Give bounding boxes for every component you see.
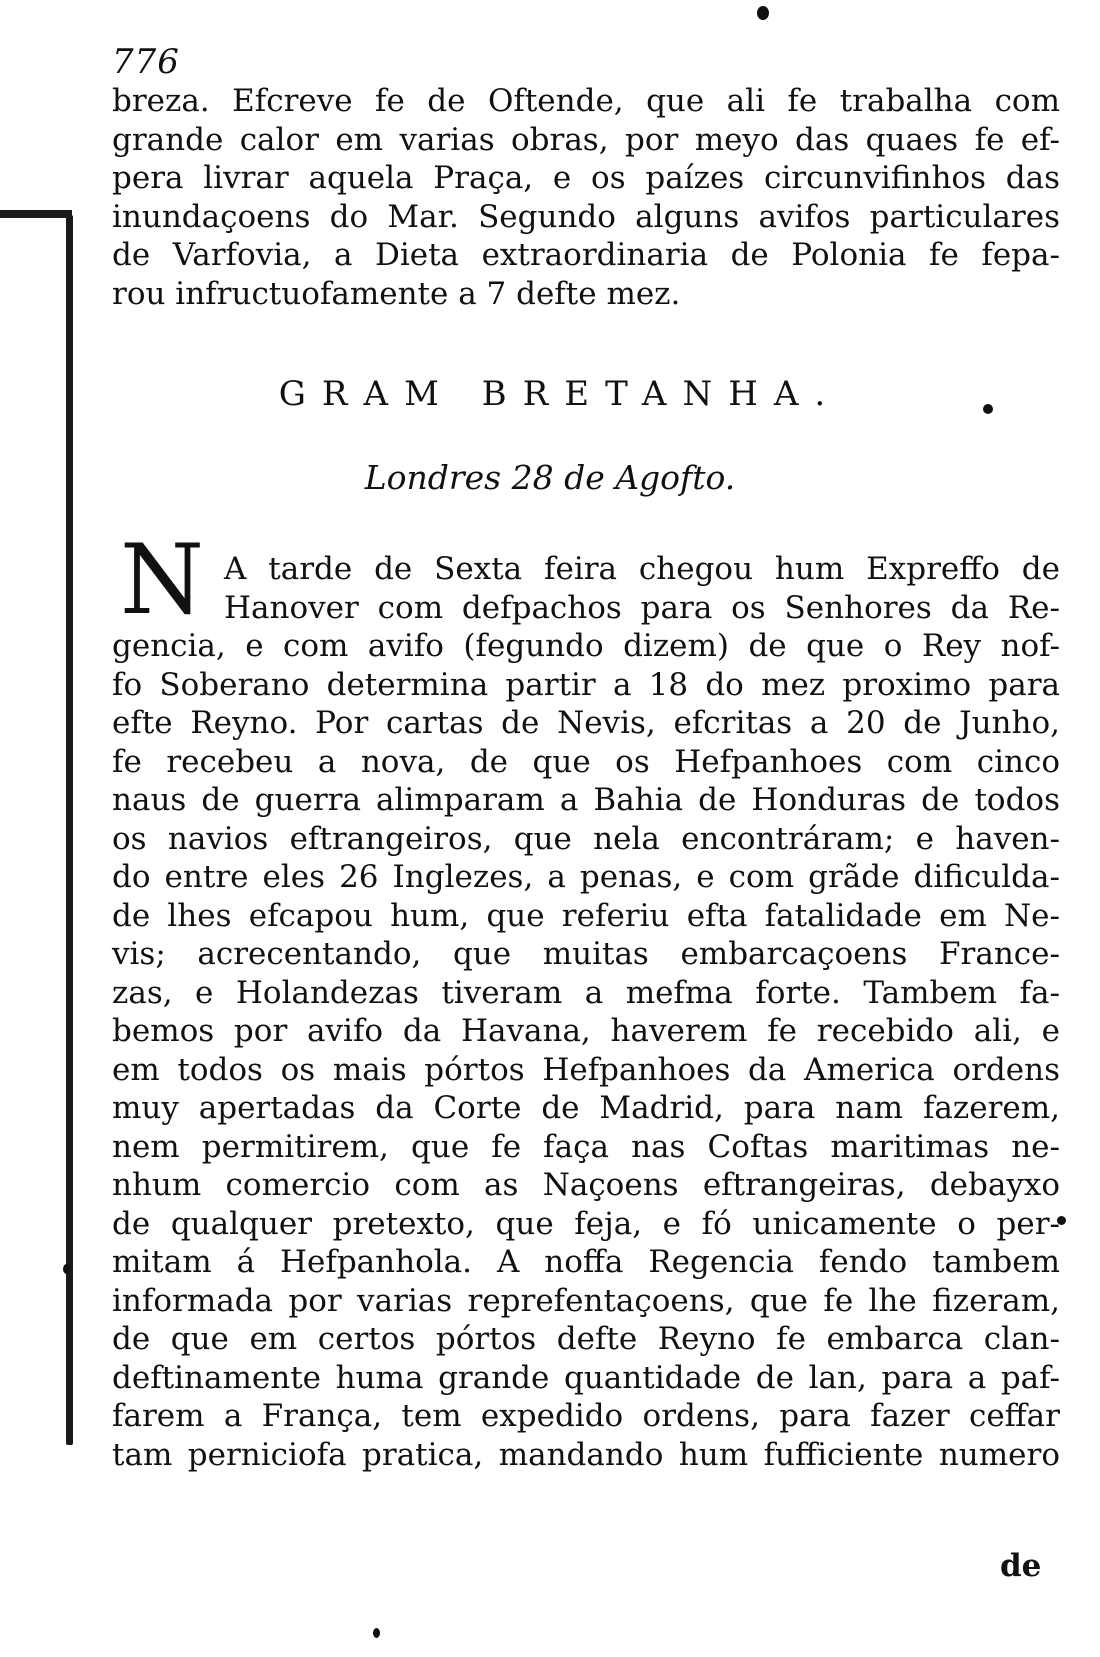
ink-speck [757,6,769,20]
text-line: pera livrar aquela Praça, e os paízes circunvifinhos das [112,160,1060,196]
text-line: os navios eftrangeiros, que nela encontráram; e haven- [112,820,1060,857]
section-heading: GRAM BRETANHA. [278,374,842,414]
text-line: breza. Efcreve fe de Oftende, que ali fe trabalha com [112,83,1060,119]
text-line: deftinamente huma grande quantidade de lan, para a paf- [112,1359,1060,1396]
text-line: de lhes efcapou hum, que referiu efta fatalidade em Ne- [112,897,1060,934]
text-line: farem a França, tem expedido ordens, para fazer ceffar [112,1398,1060,1434]
text-line: vis; acrecentando, que muitas embarcaçoens France- [112,936,1060,972]
text-line: em todos os mais pórtos Hefpanhoes da America ordens [112,1051,1060,1088]
text-line: bemos por avifo da Havana, haverem fe recebido ali, e [112,1013,1060,1049]
text-line: muy apertadas da Corte de Madrid, para nam fazerem, [112,1090,1060,1126]
text-line: grande calor em varias obras, por meyo das quaes fe ef- [112,121,1060,158]
text-line: inundaçoens do Mar. Segundo alguns avifos particulares [112,198,1060,235]
text-line: Hanover com defpachos para os Senhores da Re- [224,589,1060,626]
text-line: do entre eles 26 Inglezes, a penas, e com grãde dificulda- [112,859,1060,895]
text-line: de Varfovia, a Dieta extraordinaria de Polonia fe fepa- [112,237,1060,273]
text-line: A tarde de Sexta feira chegou hum Expreffo de [224,551,1060,587]
ink-speck [373,1628,380,1638]
text-line: rou infructuofamente a 7 defte mez. [112,275,681,312]
text-line: fe recebeu a nova, de que os Hefpanhoes com cinco [112,743,1060,780]
text-line: gencia, e com avifo (fegundo dizem) de que o Rey nof- [112,628,1060,664]
text-line: de qualquer pretexto, que feja, e fó unicamente o per- [112,1205,1060,1242]
main-paragraph [112,550,1060,1474]
text-line: de que em certos pórtos defte Reyno fe embarca clan- [112,1321,1060,1357]
text-line: zas, e Holandezas tiveram a mefma forte. Tambem fa- [112,974,1060,1011]
intro-paragraph [112,82,1060,313]
text-line: tam perniciofa pratica, mandando hum fufficiente numero [112,1436,1060,1473]
catchword: de [1000,1548,1042,1584]
text-line: naus de guerra alimparam a Bahia de Honduras de todos [112,782,1060,818]
dateline: Londres 28 de Agofto. [364,458,736,497]
margin-rule-top [0,210,72,218]
text-line: fo Soberano determina partir a 18 do mez proximo para [112,666,1060,703]
text-line: informada por varias reprefentaçoens, que fe lhe fizeram, [112,1282,1060,1319]
page-number: 776 [112,42,180,82]
text-line: mitam á Hefpanhola. A noffa Regencia fendo tambem [112,1244,1060,1280]
ink-speck [63,1264,70,1274]
drop-cap: N [120,524,204,636]
text-line: nhum comercio com as Naçoens eftrangeiras, debayxo [112,1167,1060,1203]
text-line: efte Reyno. Por cartas de Nevis, efcritas a 20 de Junho, [112,705,1060,741]
text-line: nem permitirem, que fe faça nas Coftas maritimas ne- [112,1128,1060,1165]
